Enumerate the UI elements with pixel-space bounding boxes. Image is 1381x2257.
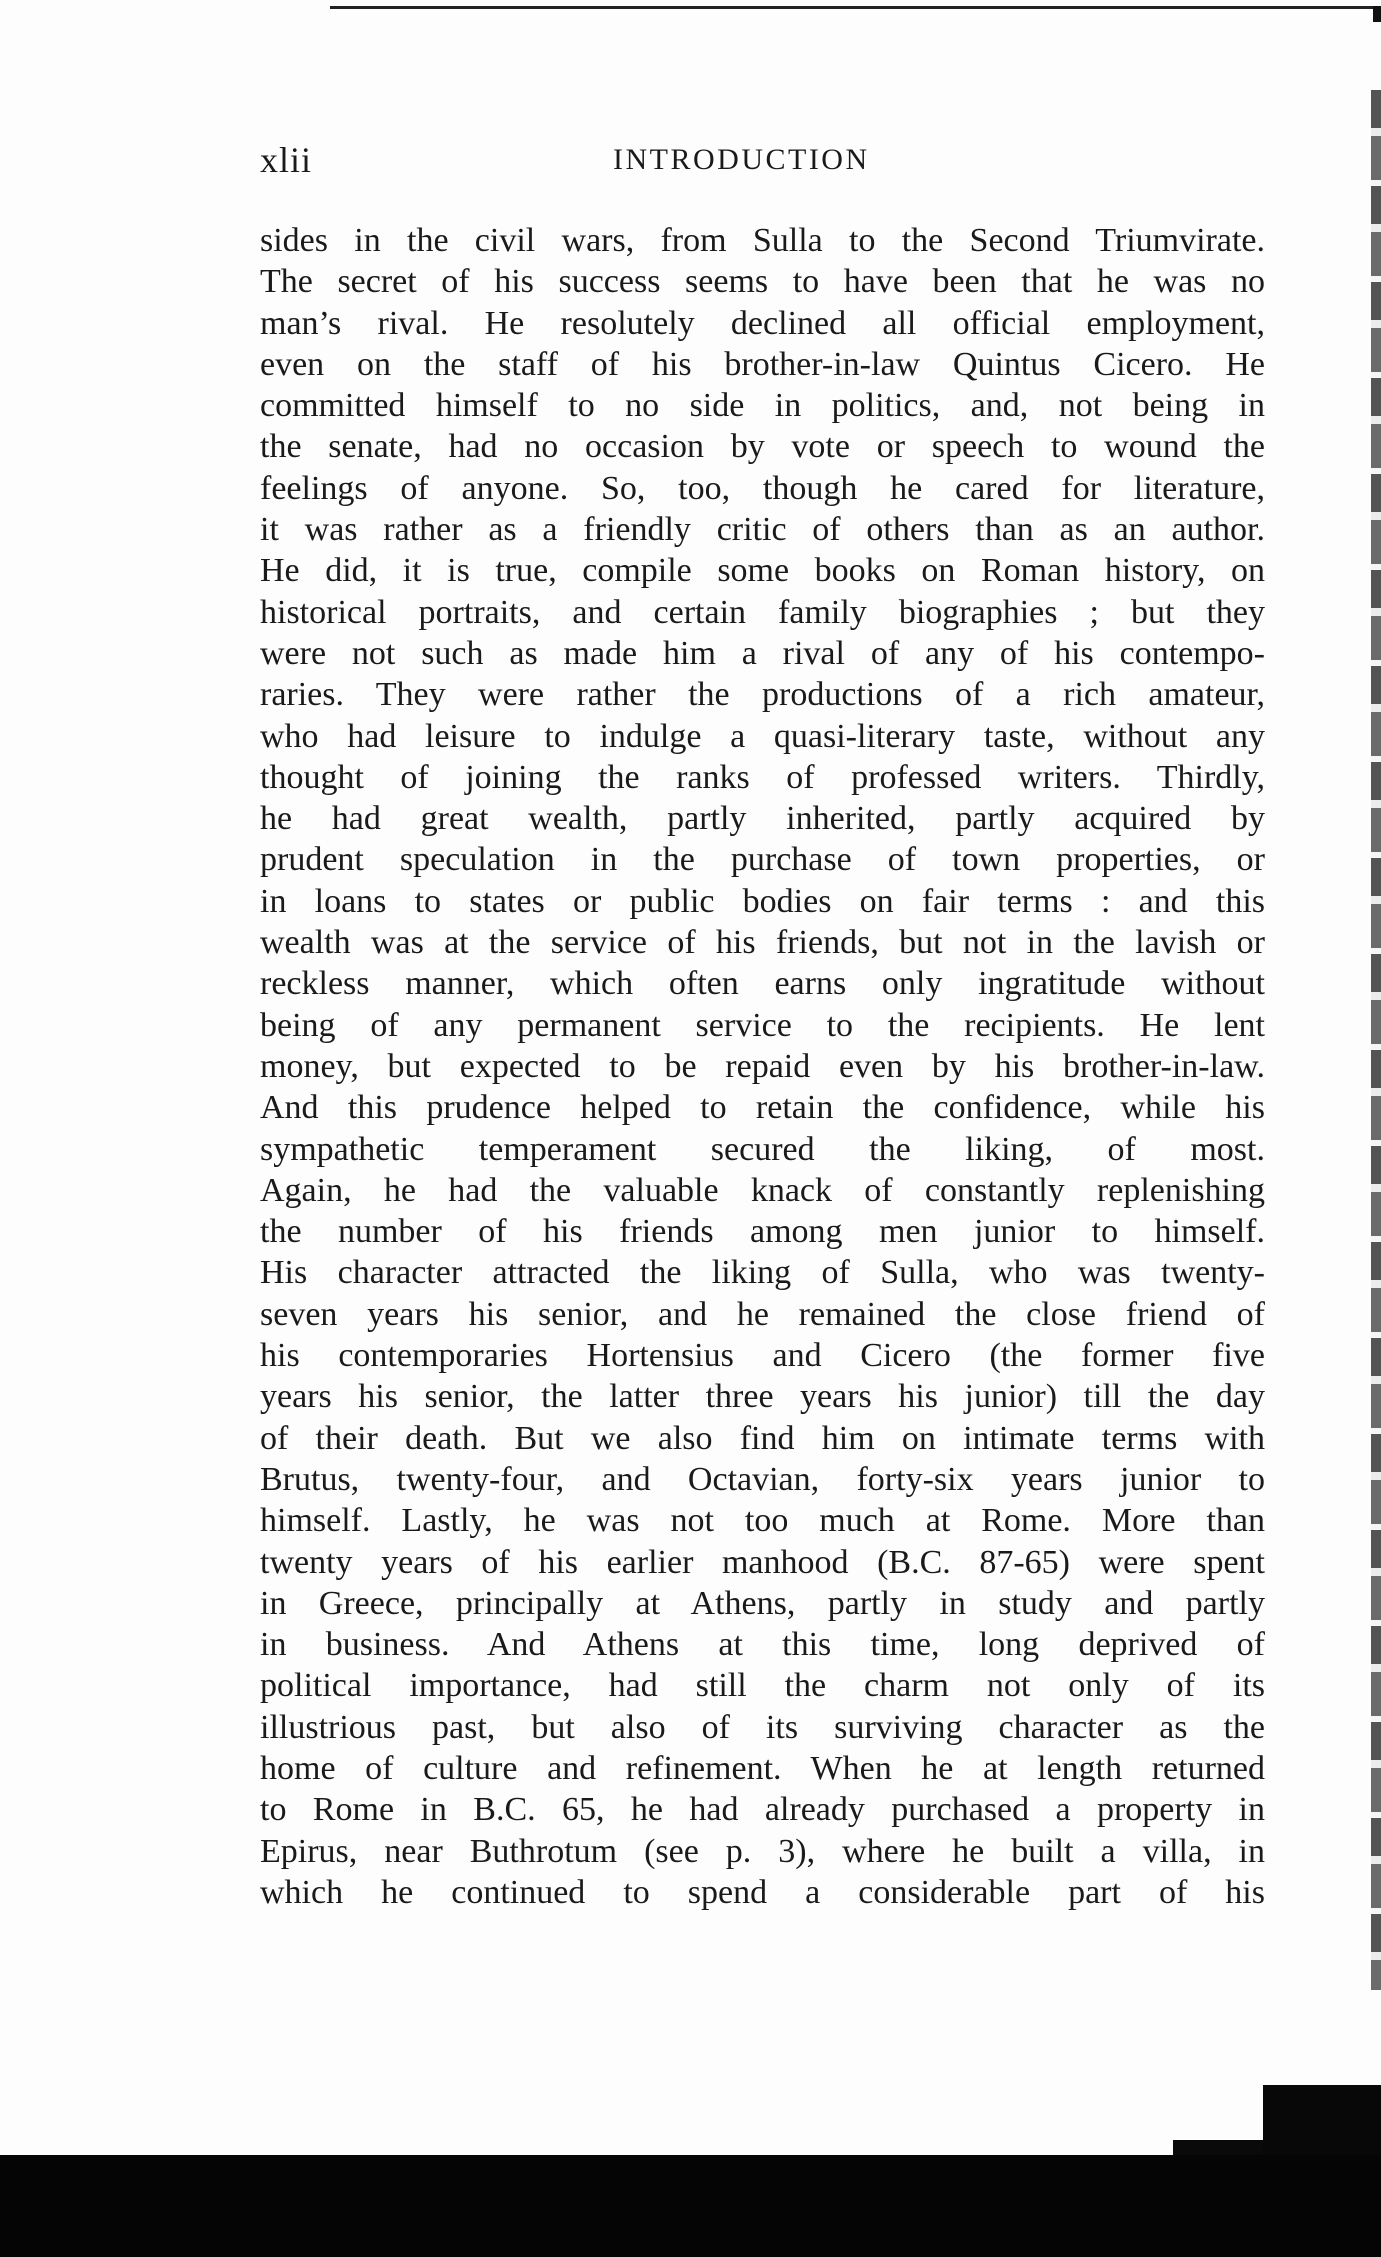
text-line: And this prudence helped to retain the confidence, while his: [260, 1089, 1265, 1127]
text-line: twenty years of his earlier manhood (B.C. 87-65) were spent: [260, 1543, 1265, 1581]
scan-border-bottom: [0, 2155, 1381, 2257]
text-line: man’s rival. He resolutely declined all official employment,: [260, 304, 1265, 342]
binding-edge-shadow: [1371, 90, 1381, 1990]
text-line: historical portraits, and certain family biographies ; but they: [260, 593, 1265, 631]
page-header: [260, 138, 1265, 182]
text-line: in loans to states or public bodies on fair terms : and this: [260, 882, 1265, 920]
text-line: Epirus, near Buthrotum (see p. 3), where he built a villa, in: [260, 1832, 1265, 1870]
text-line: of their death. But we also find him on intimate terms with: [260, 1419, 1265, 1457]
text-line: were not such as made him a rival of any of his contempo-: [260, 634, 1265, 672]
text-line: he had great wealth, partly inherited, partly acquired by: [260, 800, 1265, 838]
text-line: money, but expected to be repaid even by his brother-in-law.: [260, 1047, 1265, 1085]
top-edge-rule: [330, 6, 1380, 9]
text-line: wealth was at the service of his friends, but not in the lavish or: [260, 924, 1265, 962]
text-line: in Greece, principally at Athens, partly in study and partly: [260, 1584, 1265, 1622]
text-line: He did, it is true, compile some books on Roman history, on: [260, 552, 1265, 590]
top-edge-mark: [1373, 6, 1381, 22]
text-line: his contemporaries Hortensius and Cicero (the former five: [260, 1337, 1265, 1375]
running-head: INTRODUCTION: [613, 143, 870, 176]
text-line: it was rather as a friendly critic of others than as an author.: [260, 511, 1265, 549]
text-line: prudent speculation in the purchase of town properties, or: [260, 841, 1265, 879]
text-line: reckless manner, which often earns only ingratitude without: [260, 965, 1265, 1003]
text-line: home of culture and refinement. When he at length returned: [260, 1749, 1265, 1787]
text-line: political importance, had still the charm not only of its: [260, 1667, 1265, 1705]
text-line: Again, he had the valuable knack of constantly replenishing: [260, 1171, 1265, 1209]
text-line: thought of joining the ranks of professed writers. Thirdly,: [260, 758, 1265, 796]
text-line: to Rome in B.C. 65, he had already purchased a property in: [260, 1791, 1265, 1829]
text-line: himself. Lastly, he was not too much at Rome. More than: [260, 1502, 1265, 1540]
text-line: being of any permanent service to the recipients. He lent: [260, 1006, 1265, 1044]
body-text: [260, 220, 1265, 1913]
text-line: sides in the civil wars, from Sulla to the Second Triumvirate.: [260, 222, 1265, 259]
text-line: His character attracted the liking of Sulla, who was twenty-: [260, 1254, 1265, 1292]
text-line: seven years his senior, and he remained the close friend of: [260, 1295, 1265, 1333]
scan-border-dark-corner: [1263, 2085, 1381, 2165]
text-line: committed himself to no side in politics, and, not being in: [260, 387, 1265, 425]
text-line: years his senior, the latter three years his junior) till the day: [260, 1378, 1265, 1416]
text-line: who had leisure to indulge a quasi-literary taste, without any: [260, 717, 1265, 755]
text-line: which he continued to spend a considerable part of his: [260, 1873, 1265, 1911]
text-line: raries. They were rather the productions of a rich amateur,: [260, 676, 1265, 714]
text-line: feelings of anyone. So, too, though he cared for literature,: [260, 469, 1265, 507]
text-line: sympathetic temperament secured the liking, of most.: [260, 1130, 1265, 1168]
text-line: The secret of his success seems to have been that he was no: [260, 263, 1265, 301]
text-line: illustrious past, but also of its surviving character as the: [260, 1708, 1265, 1746]
text-line: the senate, had no occasion by vote or speech to wound the: [260, 428, 1265, 466]
text-line: in business. And Athens at this time, long deprived of: [260, 1626, 1265, 1664]
page-number: xlii: [260, 140, 313, 180]
text-line: even on the staff of his brother-in-law Quintus Cicero. He: [260, 345, 1265, 383]
text-line: the number of his friends among men junior to himself.: [260, 1213, 1265, 1251]
text-line: Brutus, twenty-four, and Octavian, forty-six years junior to: [260, 1460, 1265, 1498]
